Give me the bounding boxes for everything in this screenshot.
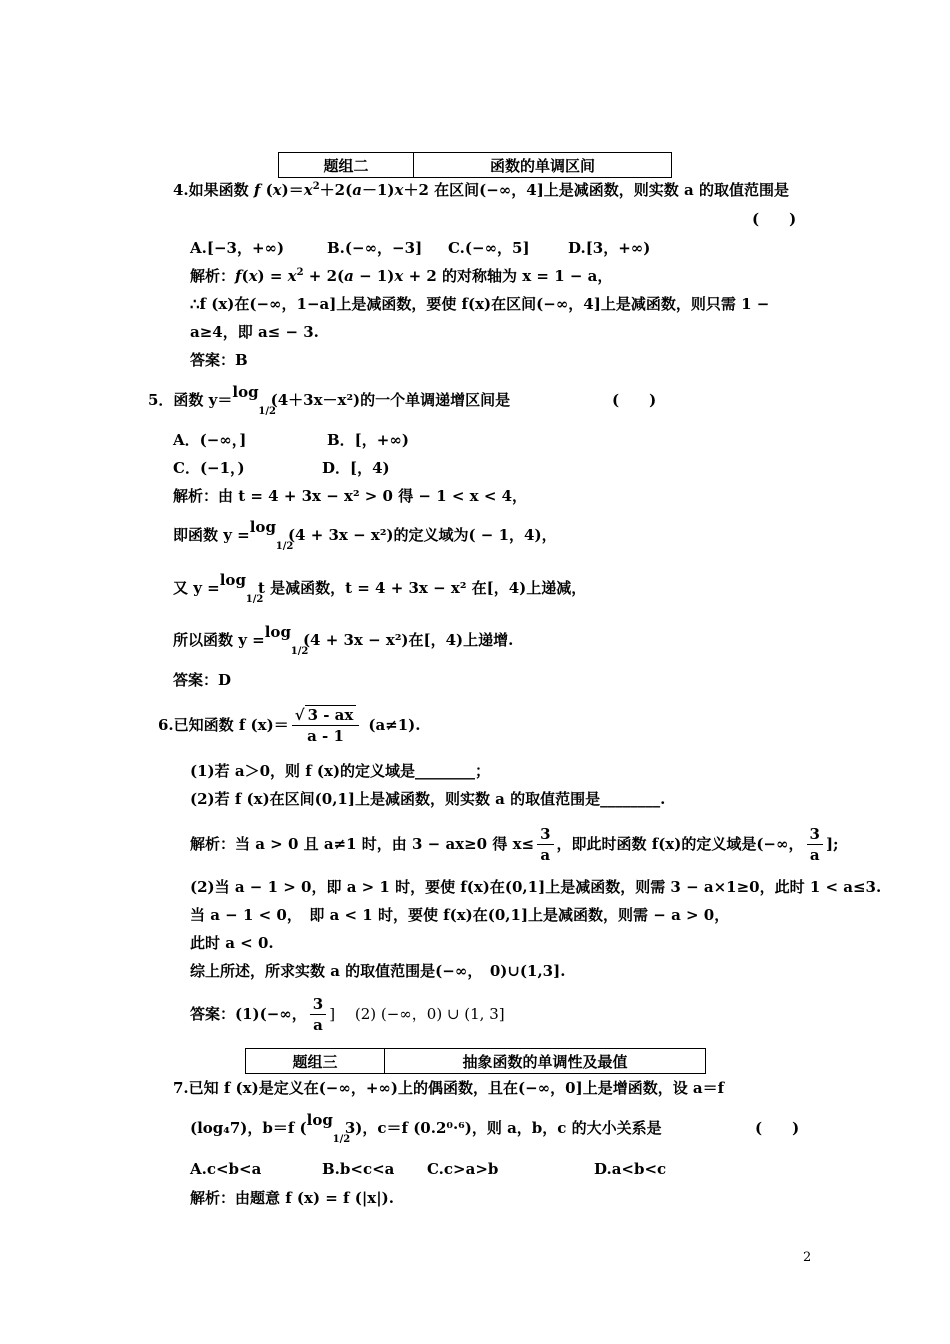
question-4-option-c: C.(−∞，5] (448, 239, 530, 257)
fraction: $\frac{√ 3 - ax}{a - 1}$ (292, 705, 360, 746)
question-4-stem: 4.如果函数 f $(x)=x^2+2(a-1)x+2$ 在区间(−∞，4]上是减函数，则实数 a 的取值范围是 (173, 181, 789, 199)
question-7-option-d: D.a<b<c (594, 1160, 667, 1178)
question-5-solution-4: 所以函数 y =log 1/2 (4 + 3x − x²)在[，4)上递增. (173, 623, 514, 657)
log-half: log 1/2 (219, 571, 264, 605)
question-6-solution-1: 解析：当 a > 0 且 a≠1 时，由 3 − ax≥0 得 x≤ $\frac{3}{a}$ ，即此时函数 f(x)的定义域是(−∞， $\frac{3}{a}$ ]; (190, 824, 839, 864)
answer-bracket: ( ) (755, 1119, 800, 1137)
question-7-stem-2: (log₄7)，b＝f (log 1/2 3)，c＝f (0.2⁰·⁶)，则 a，b，c 的大小关系是 (190, 1111, 662, 1145)
log-half: log 1/2 (249, 518, 294, 552)
question-6-solution-5: 综上所述，所求实数 a 的取值范围是(−∞， 0)∪(1,3]. (190, 962, 566, 980)
question-5-solution-2: 即函数 y =log 1/2 (4 + 3x − x²)的定义域为( − 1，4)， (173, 518, 557, 552)
question-7-stem-1: 7.已知 f (x)是定义在(−∞，+∞)上的偶函数，且在(−∞，0]上是增函数，设 a＝f (173, 1079, 725, 1097)
fraction: $\frac{3}{a}$ (807, 824, 823, 865)
fraction: $\frac{3}{a}$ (310, 994, 326, 1035)
question-5-answer: 答案：D (173, 671, 232, 689)
question-7-option-b: B.b<c<a (322, 1160, 395, 1178)
question-4-option-a: A.[−3，+∞) (190, 239, 285, 257)
group-title: 函数的单调区间 (489, 156, 595, 175)
question-5-solution-3: 又 y =log 1/2 t 是减函数，t = 4 + 3x − x² 在[，4)上递减， (173, 571, 587, 605)
question-5-option-a: A．(−∞，] (173, 431, 247, 449)
fraction: $\frac{3}{a}$ (537, 824, 553, 865)
question-6-stem: 6.已知函数 f (x)＝ $\frac{√ 3 - ax}{a - 1}$ (a≠1). (158, 705, 421, 745)
answer-bracket: ( ) (752, 210, 797, 228)
question-5-option-b: B．[，+∞) (327, 431, 409, 449)
question-5-stem: 5．函数 y＝log 1/2 (4＋3x－x²)的一个单调递增区间是 (148, 383, 511, 417)
question-4-option-d: D.[3，+∞) (568, 239, 651, 257)
answer-bracket: ( ) (612, 391, 657, 409)
group-label: 题组三 (246, 1049, 385, 1073)
question-7-option-c: C.c>a>b (427, 1160, 499, 1178)
log-half: log 1/2 (264, 623, 309, 657)
question-7-solution: 解析：由题意 f (x) = f (|x|). (190, 1189, 394, 1207)
question-4-solution-3: a≥4，即 a≤ − 3. (190, 323, 319, 341)
question-4-solution-1: 解析：$f(x) = x^2 + 2(a - 1)x + 2$ 的对称轴为 x = 1 − a， (190, 267, 613, 285)
question-6-part-1: (1)若 a＞0，则 f (x)的定义域是________； (190, 762, 491, 780)
log-half: log 1/2 (232, 383, 276, 417)
group-label: 题组二 (279, 153, 414, 177)
question-6-solution-4: 此时 a < 0. (190, 934, 274, 952)
group-title: 抽象函数的单调性及最值 (462, 1052, 628, 1071)
question-6-solution-3: 当 a − 1 < 0， 即 a < 1 时，要使 f(x)在(0,1]上是减函数，则需 − a > 0， (190, 906, 730, 924)
question-7-option-a: A.c<b<a (190, 1160, 262, 1178)
question-4-option-b: B.(−∞，−3] (327, 239, 423, 257)
page-number: 2 (803, 1250, 812, 1265)
group-header (245, 1048, 706, 1074)
log-half: log 1/2 (306, 1111, 351, 1145)
question-6-part-2: (2)若 f (x)在区间(0,1]上是减函数，则实数 a 的取值范围是________. (190, 790, 666, 808)
question-6-answer: 答案：(1)(−∞， $\frac{3}{a}$ ] (2) (−∞，0) ∪ (1, 3] (190, 994, 505, 1034)
group-header (278, 152, 672, 178)
question-5-option-c: C．(−1，) (173, 459, 245, 477)
question-5-option-d: D．[，4) (322, 459, 390, 477)
question-6-solution-2: (2)当 a − 1 > 0，即 a > 1 时，要使 f(x)在(0,1]上是减函数，则需 3 − a×1≥0，此时 1 < a≤3. (190, 878, 882, 896)
question-4-solution-2: ∴f (x)在(−∞，1−a]上是减函数，要使 f(x)在区间(−∞，4]上是减函数，则只需 1 − (190, 295, 770, 313)
question-4-answer: 答案：B (190, 351, 248, 369)
question-5-solution-1: 解析：由 t = 4 + 3x − x² > 0 得 − 1 < x < 4， (173, 487, 528, 505)
